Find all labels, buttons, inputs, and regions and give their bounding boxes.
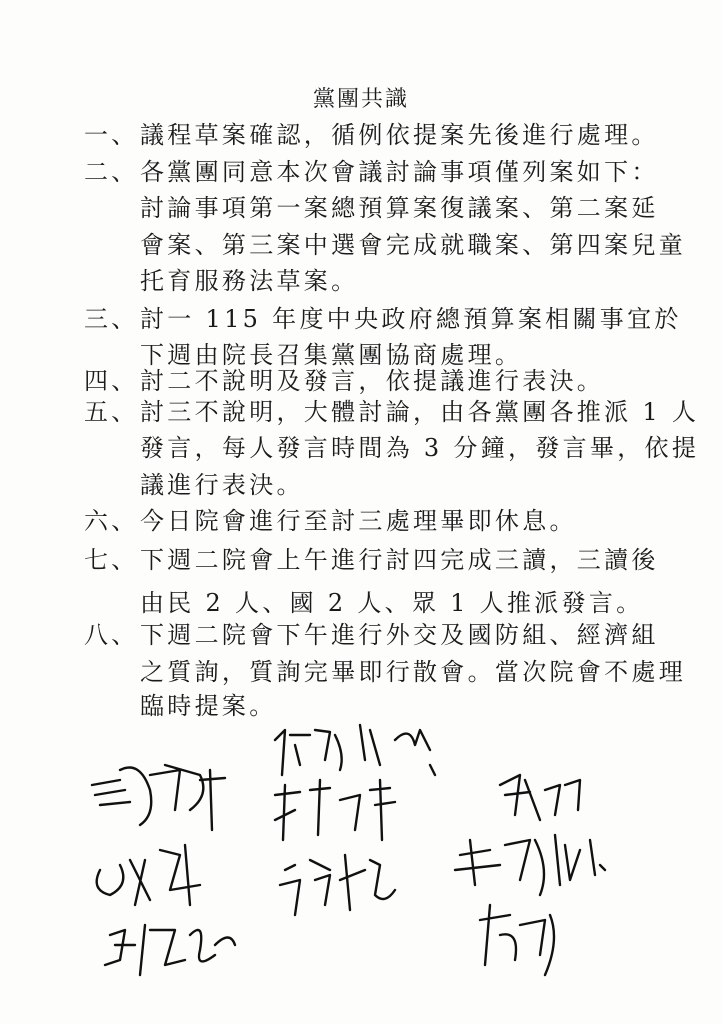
document-title: 黨團共識 <box>312 87 409 112</box>
item-text: 會案、第三案中選會完成就職案、第四案兒童 <box>140 231 686 259</box>
item-text: 托育服務法草案。 <box>140 267 359 295</box>
item-text: 議程草案確認，循例依提案先後進行處理。 <box>140 121 659 149</box>
item-text: 議進行表決。 <box>140 471 304 499</box>
item-text: 下週二院會下午進行外交及國防組、經濟組 <box>140 621 659 649</box>
item-number: 七、 <box>84 546 139 574</box>
signatures <box>0 720 722 1020</box>
item-text: 討二不說明及發言，依提議進行表決。 <box>140 367 605 395</box>
item-number: 三、 <box>84 305 139 333</box>
item-text: 今日院會進行至討三處理畢即休息。 <box>140 507 577 535</box>
item-text: 討論事項第一案總預算案復議案、第二案延 <box>140 194 659 222</box>
item-number: 八、 <box>84 621 139 649</box>
item-text: 下週二院會上午進行討四完成三讀，三讀後 <box>140 546 659 574</box>
item-text: 討一 115 年度中央政府總預算案相關事宜於 <box>140 305 682 333</box>
signature-right <box>455 775 605 975</box>
item-text: 討三不說明，大體討論，由各黨團各推派 1 人 <box>140 398 700 426</box>
item-text: 臨時提案。 <box>140 692 277 720</box>
item-text: 之質詢，質詢完畢即行散會。當次院會不處理 <box>140 658 686 686</box>
item-number: 二、 <box>84 158 139 186</box>
item-text: 各黨團同意本次會議討論事項僅列案如下： <box>140 158 659 186</box>
item-number: 六、 <box>84 507 139 535</box>
signature-left <box>92 765 235 975</box>
signature-middle <box>275 725 435 915</box>
item-number: 四、 <box>84 367 139 395</box>
item-text: 下週由院長召集黨團協商處理。 <box>140 341 523 369</box>
item-text: 發言，每人發言時間為 3 分鐘，發言畢，依提 <box>140 434 700 462</box>
item-number: 一、 <box>84 121 139 149</box>
item-text: 由民 2 人、國 2 人、眾 1 人推派發言。 <box>140 589 644 617</box>
item-number: 五、 <box>84 398 139 426</box>
